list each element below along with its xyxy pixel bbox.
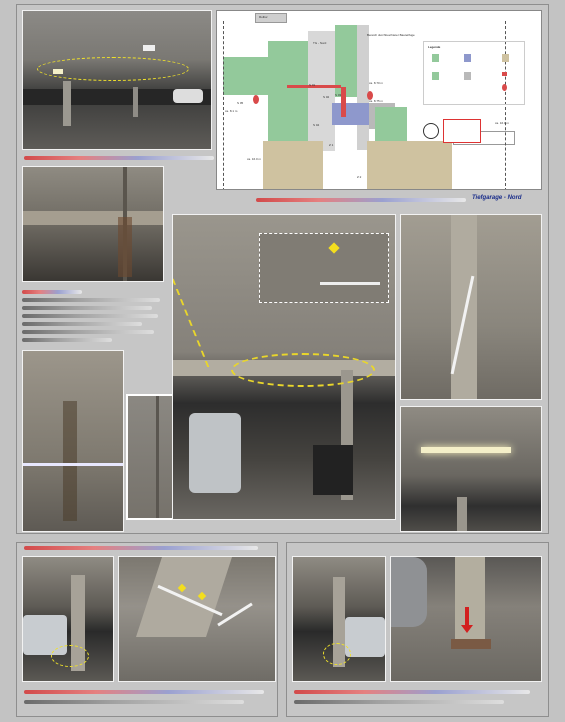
photo-column-damage-right <box>390 556 542 682</box>
description-text-block <box>22 288 164 346</box>
plan-grid-s05: S 05 <box>237 101 244 105</box>
photo-ceiling-lamp <box>400 406 542 532</box>
caption-blur-bottom-right-1 <box>294 690 530 694</box>
plan-stamp <box>443 119 481 143</box>
photo-column-corner-left <box>118 556 276 682</box>
photo-column-base-left <box>22 556 114 682</box>
caption-blur-bottom-left-2 <box>24 700 244 704</box>
floor-plan <box>216 10 542 190</box>
photo-garage-overview <box>22 10 212 150</box>
section-caption-blur-left <box>24 546 258 550</box>
photo-ceiling-joint <box>172 214 396 520</box>
plan-caption: Tiefgarage - Nord <box>472 195 522 201</box>
plan-caption-blur <box>256 198 466 202</box>
caption-blur-bottom-right-2 <box>294 700 504 704</box>
plan-legend <box>423 41 525 105</box>
plan-area-note: Bereich durchfeuchteter Bauteilfuge <box>367 33 415 37</box>
plan-axis-z1: Z 1 <box>329 143 334 147</box>
plan-dim-2: ca. 16.0 m <box>247 157 262 161</box>
plan-header-label: TG - Nord <box>313 41 327 45</box>
photo-column-joint <box>400 214 542 400</box>
plan-grid-s01: S 01 <box>309 83 316 87</box>
plan-dim-6: ca. 16.0 m <box>495 121 510 125</box>
plan-axis-z2: Z 2 <box>357 175 362 179</box>
photo-wall-stain <box>22 350 124 532</box>
caption-blur-bottom-left-1 <box>24 690 264 694</box>
plan-dim-4: ca. 8.70 m <box>369 81 384 85</box>
photo-beam-closeup <box>22 166 164 282</box>
plan-legend-title: Legende <box>428 45 441 49</box>
plan-dim-1: ca. 8.1 m <box>225 109 238 113</box>
photo-column-base-right <box>292 556 386 682</box>
plan-grid-s04: S 04 <box>313 123 320 127</box>
plan-grid-s02: S 02 <box>323 95 330 99</box>
caption-blur-1 <box>24 156 214 160</box>
plan-dim-5: ca. 8.75 m <box>369 99 384 103</box>
plan-north-arrow-icon <box>423 123 439 139</box>
plan-grid-s03: S 03 <box>335 93 342 97</box>
plan-top-label: Rolltor <box>259 15 268 19</box>
